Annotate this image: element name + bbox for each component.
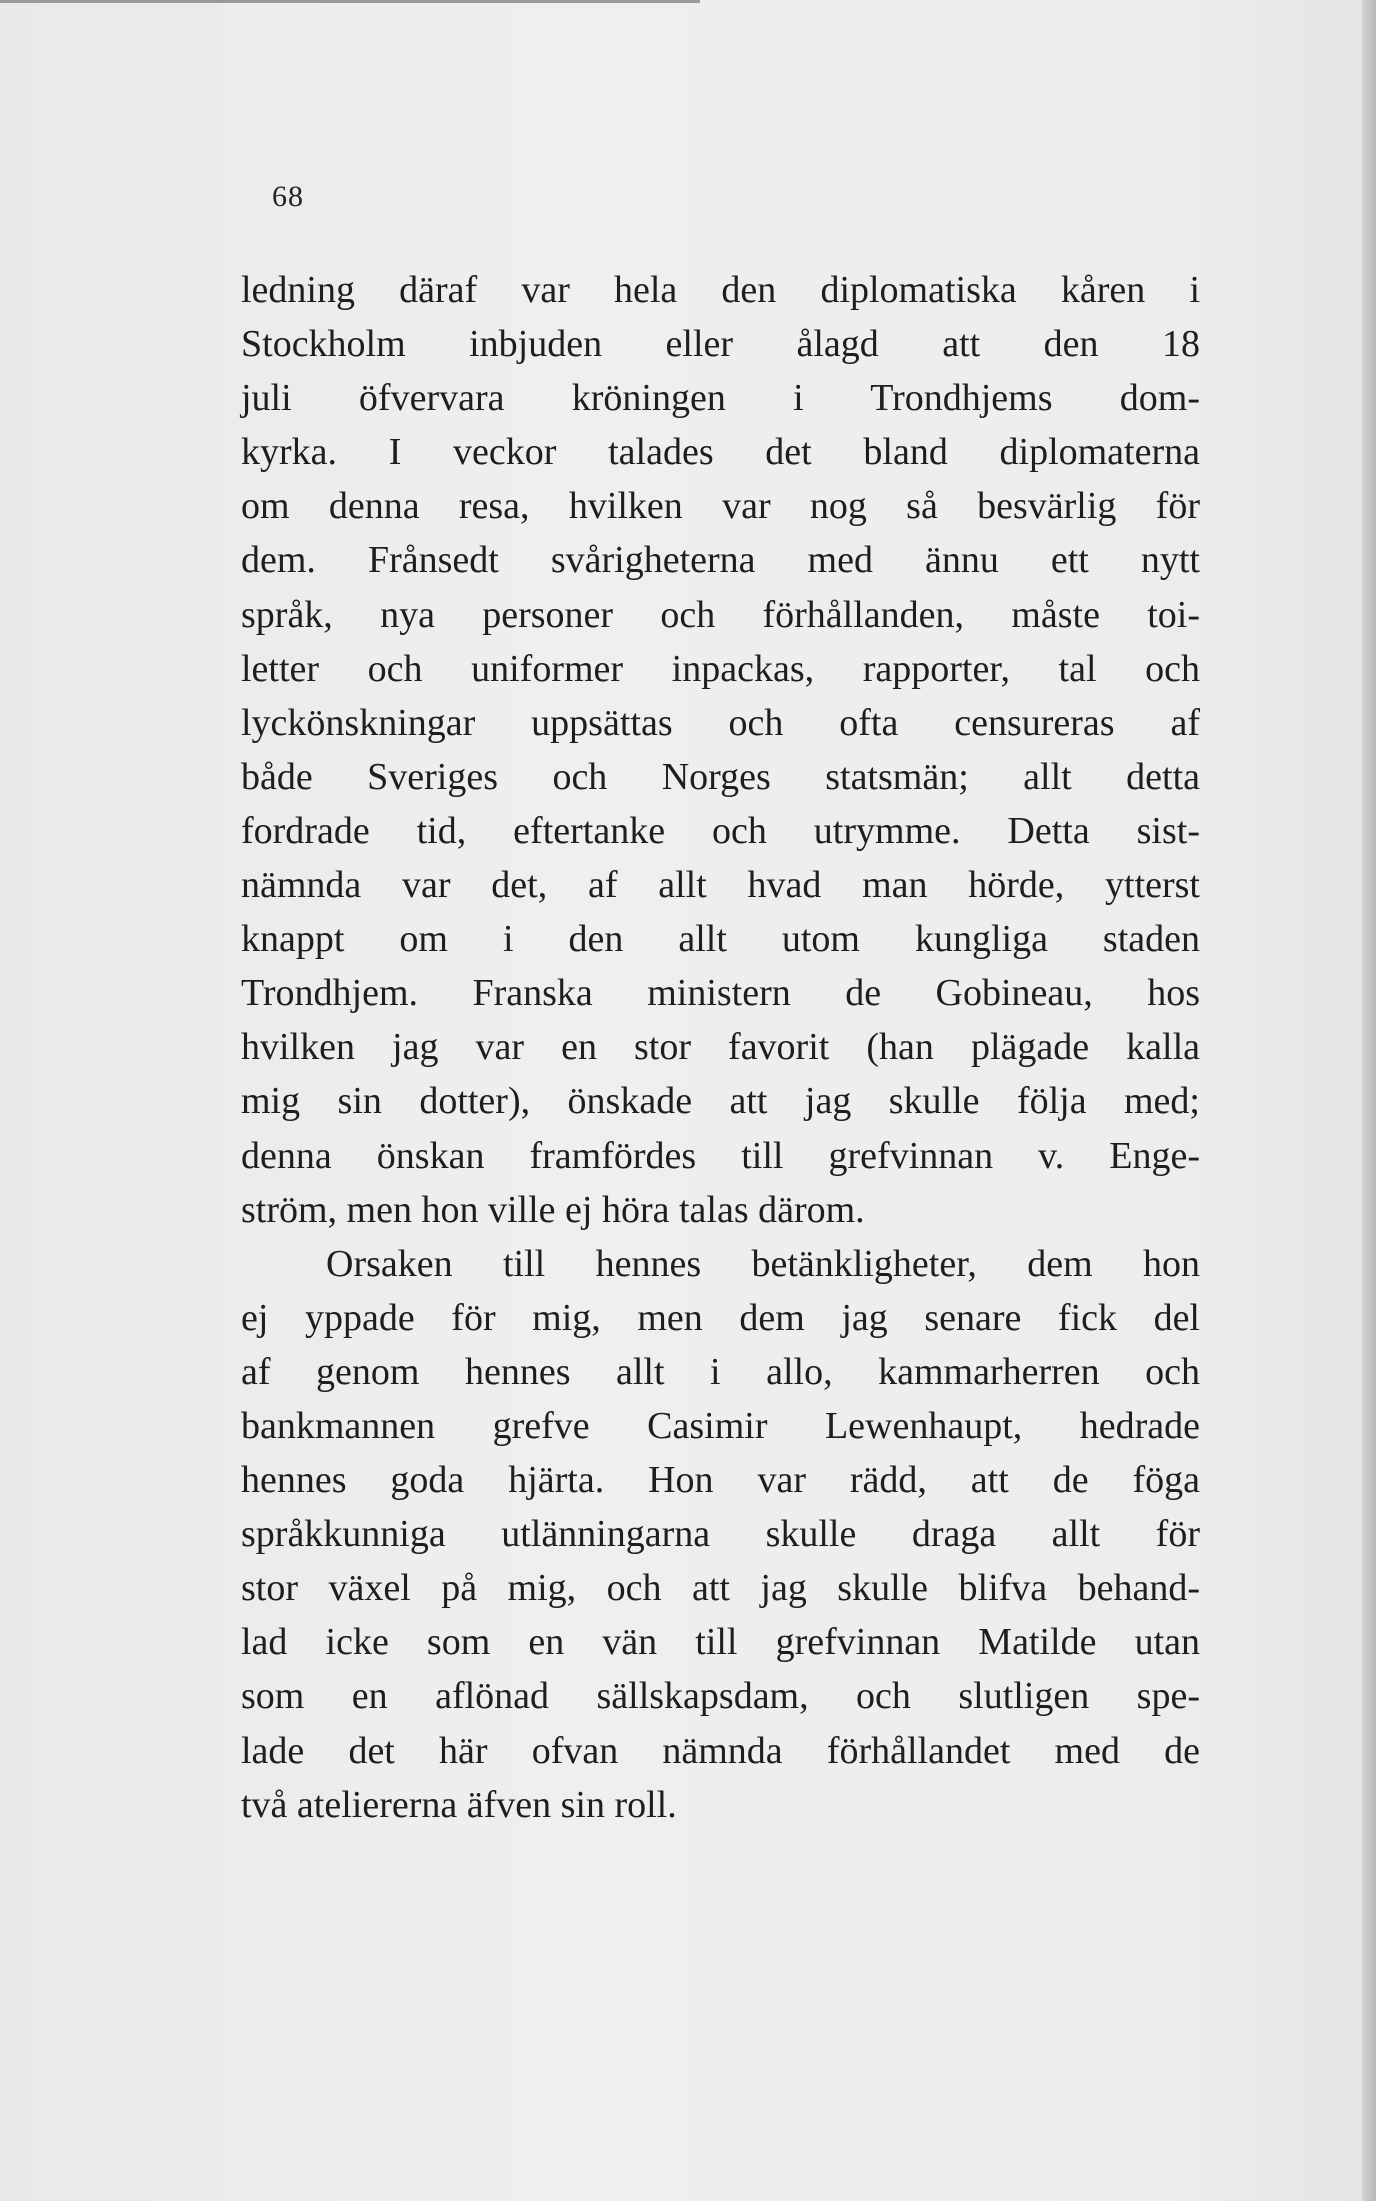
- text-line: letter och uniformer inpackas, rapporter, tal och: [241, 647, 1200, 690]
- paragraph-end-line: ström, men hon ville ej höra talas därom.: [241, 1188, 865, 1231]
- text-line: mig sin dotter), önskade att jag skulle följa med;: [241, 1080, 1200, 1123]
- text-line: kyrka. I veckor talades det bland diplomaterna: [241, 431, 1200, 474]
- text-line: ledning däraf var hela den diplomatiska kåren i: [241, 269, 1200, 311]
- text-line: knappt om i den allt utom kungliga staden: [241, 918, 1200, 961]
- text-line: hvilken jag var en stor favorit (han plägade kalla: [241, 1026, 1200, 1069]
- text-line: fordrade tid, eftertanke och utrymme. Detta sist-: [241, 809, 1200, 852]
- page-binding-edge: [1362, 0, 1376, 2201]
- page-number: 68: [272, 180, 304, 213]
- text-line: dem. Frånsedt svårigheterna med ännu ett nytt: [241, 539, 1200, 582]
- body-text: [241, 263, 1200, 1832]
- text-line: stor växel på mig, och att jag skulle blifva behand-: [241, 1567, 1200, 1610]
- text-line: bankmannen grefve Casimir Lewenhaupt, hedrade: [241, 1404, 1200, 1447]
- top-edge-rule: [0, 0, 700, 3]
- text-line: både Sveriges och Norges statsmän; allt detta: [241, 755, 1200, 798]
- text-line: nämnda var det, af allt hvad man hörde, ytterst: [241, 864, 1200, 907]
- text-line: hennes goda hjärta. Hon var rädd, att de föga: [241, 1459, 1200, 1502]
- paragraph-start-line: Orsaken till hennes betänkligheter, dem hon: [326, 1242, 1200, 1285]
- text-line: lad icke som en vän till grefvinnan Matilde utan: [241, 1621, 1200, 1664]
- paragraph-end-line: två ateliererna äfven sin roll.: [241, 1783, 677, 1826]
- text-line: ej yppade för mig, men dem jag senare fick del: [241, 1296, 1200, 1339]
- text-line: språk, nya personer och förhållanden, måste toi-: [241, 593, 1200, 636]
- text-line: lade det här ofvan nämnda förhållandet med de: [241, 1729, 1200, 1772]
- text-line: Stockholm inbjuden eller ålagd att den 18: [241, 323, 1200, 366]
- text-line: af genom hennes allt i allo, kammarherren och: [241, 1350, 1200, 1393]
- text-line: om denna resa, hvilken var nog så besvärlig för: [241, 485, 1200, 528]
- text-line: denna önskan framfördes till grefvinnan v. Enge-: [241, 1134, 1200, 1177]
- text-line: juli öfvervara kröningen i Trondhjems dom-: [241, 377, 1200, 420]
- text-line: Trondhjem. Franska ministern de Gobineau, hos: [241, 972, 1200, 1015]
- text-line: som en aflönad sällskapsdam, och slutligen spe-: [241, 1675, 1200, 1718]
- text-line: lyckönskningar uppsättas och ofta censureras af: [241, 701, 1200, 744]
- text-line: språkkunniga utlänningarna skulle draga allt för: [241, 1513, 1200, 1556]
